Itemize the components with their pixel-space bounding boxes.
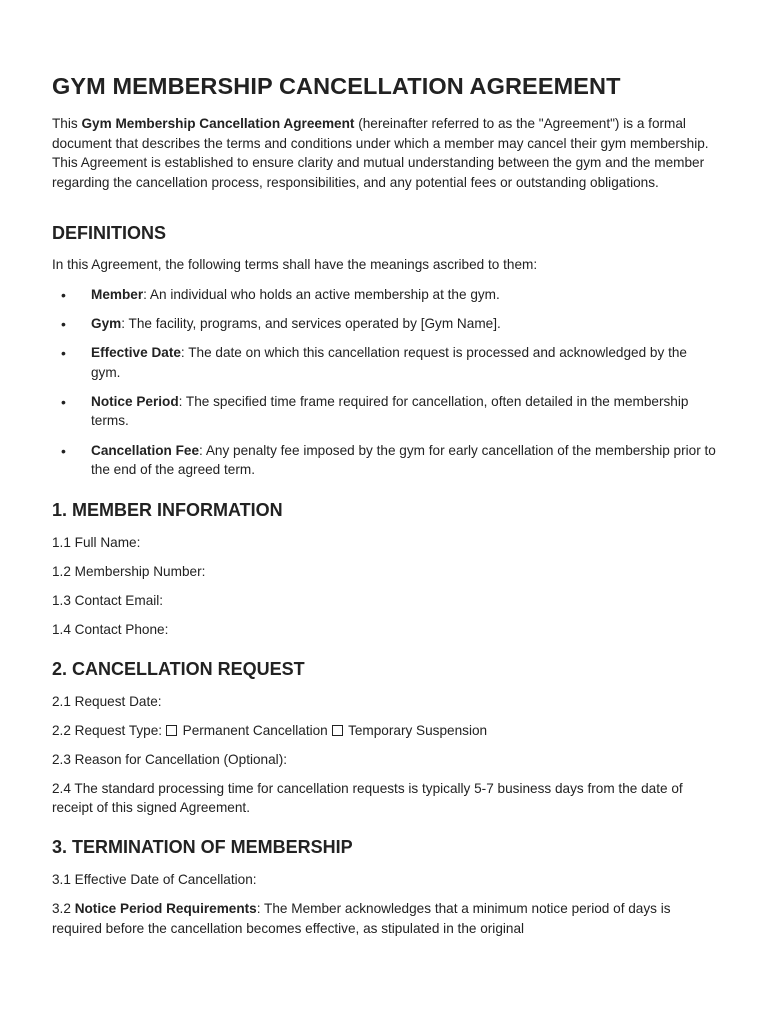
notice-period-clause	[52, 899, 720, 938]
permanent-cancellation-checkbox[interactable]	[166, 725, 177, 736]
definitions-heading: DEFINITIONS	[52, 223, 167, 244]
full-name-field: 1.1 Full Name:	[52, 534, 141, 550]
request-date-field: 2.1 Request Date:	[52, 693, 162, 709]
notice-prefix: 3.2	[52, 901, 75, 917]
definition-item	[52, 441, 720, 480]
definitions-list	[52, 285, 720, 480]
definition-term: Effective Date	[91, 345, 181, 361]
temporary-suspension-label: Temporary Suspension	[348, 722, 488, 738]
definition-item	[52, 314, 720, 334]
definition-text: : Any penalty fee imposed by the gym for early cancellation of the membership prior to the end of the agreed term.	[91, 442, 716, 478]
permanent-cancellation-label: Permanent Cancellation	[182, 722, 328, 738]
definition-item	[52, 285, 720, 305]
intro-agreement-name: Gym Membership Cancellation Agreement	[81, 116, 355, 131]
section-3-heading: 3. TERMINATION OF MEMBERSHIP	[52, 837, 353, 858]
definition-term: Cancellation Fee	[91, 442, 200, 458]
section-2-heading: 2. CANCELLATION REQUEST	[52, 658, 305, 679]
definition-item	[52, 343, 720, 382]
notice-period-text: : The Member acknowledges that a minimum notice period of days is required before the cancellation becomes effective, as stipulated in the original	[52, 901, 671, 936]
intro-lead: This	[52, 116, 82, 131]
processing-time-clause: 2.4 The standard processing time for cancellation requests is typically 5-7 business days from the date of receipt of this signed Agreement.	[52, 780, 683, 816]
temporary-suspension-checkbox[interactable]	[332, 725, 343, 736]
definition-term: Gym	[91, 316, 122, 332]
document-title: GYM MEMBERSHIP CANCELLATION AGREEMENT	[52, 73, 621, 99]
definitions-lead: In this Agreement, the following terms shall have the meanings ascribed to them:	[52, 257, 538, 273]
bullet-icon: •	[61, 316, 66, 333]
effective-date-field: 3.1 Effective Date of Cancellation:	[52, 872, 257, 888]
document-page	[52, 72, 720, 948]
contact-phone-field: 1.4 Contact Phone:	[52, 622, 169, 637]
intro-body: (hereinafter referred to as the "Agreement") is a formal document that describes the terms and conditions under which a member may cancel their gym membership. This Agreement is established to ensure clarity and mutual understanding between the gym and the member regarding the cancellation process, responsibilities, and any potential fees or outstanding obligations.	[52, 116, 709, 190]
intro-paragraph	[52, 114, 720, 192]
reason-field: 2.3 Reason for Cancellation (Optional):	[52, 751, 287, 767]
definition-term: Notice Period	[91, 393, 179, 409]
notice-period-term: Notice Period Requirements	[74, 901, 257, 917]
request-type-field	[52, 721, 720, 741]
definition-text: : The specified time frame required for cancellation, often detailed in the membership terms.	[91, 393, 689, 429]
definition-text: : The date on which this cancellation request is processed and acknowledged by the gym.	[91, 345, 687, 380]
request-type-label: 2.2 Request Type:	[52, 722, 163, 738]
bullet-icon: •	[61, 345, 66, 362]
section-1-heading: 1. MEMBER INFORMATION	[52, 499, 283, 520]
bullet-icon: •	[61, 442, 66, 459]
definition-text: : The facility, programs, and services operated by [Gym Name].	[121, 316, 501, 332]
definition-item	[52, 392, 720, 431]
definition-text: : An individual who holds an active membership at the gym.	[143, 286, 500, 302]
contact-email-field: 1.3 Contact Email:	[52, 592, 164, 608]
definition-term: Member	[91, 286, 144, 302]
bullet-icon: •	[61, 286, 66, 303]
membership-number-field: 1.2 Membership Number:	[52, 563, 206, 579]
bullet-icon: •	[61, 393, 66, 410]
